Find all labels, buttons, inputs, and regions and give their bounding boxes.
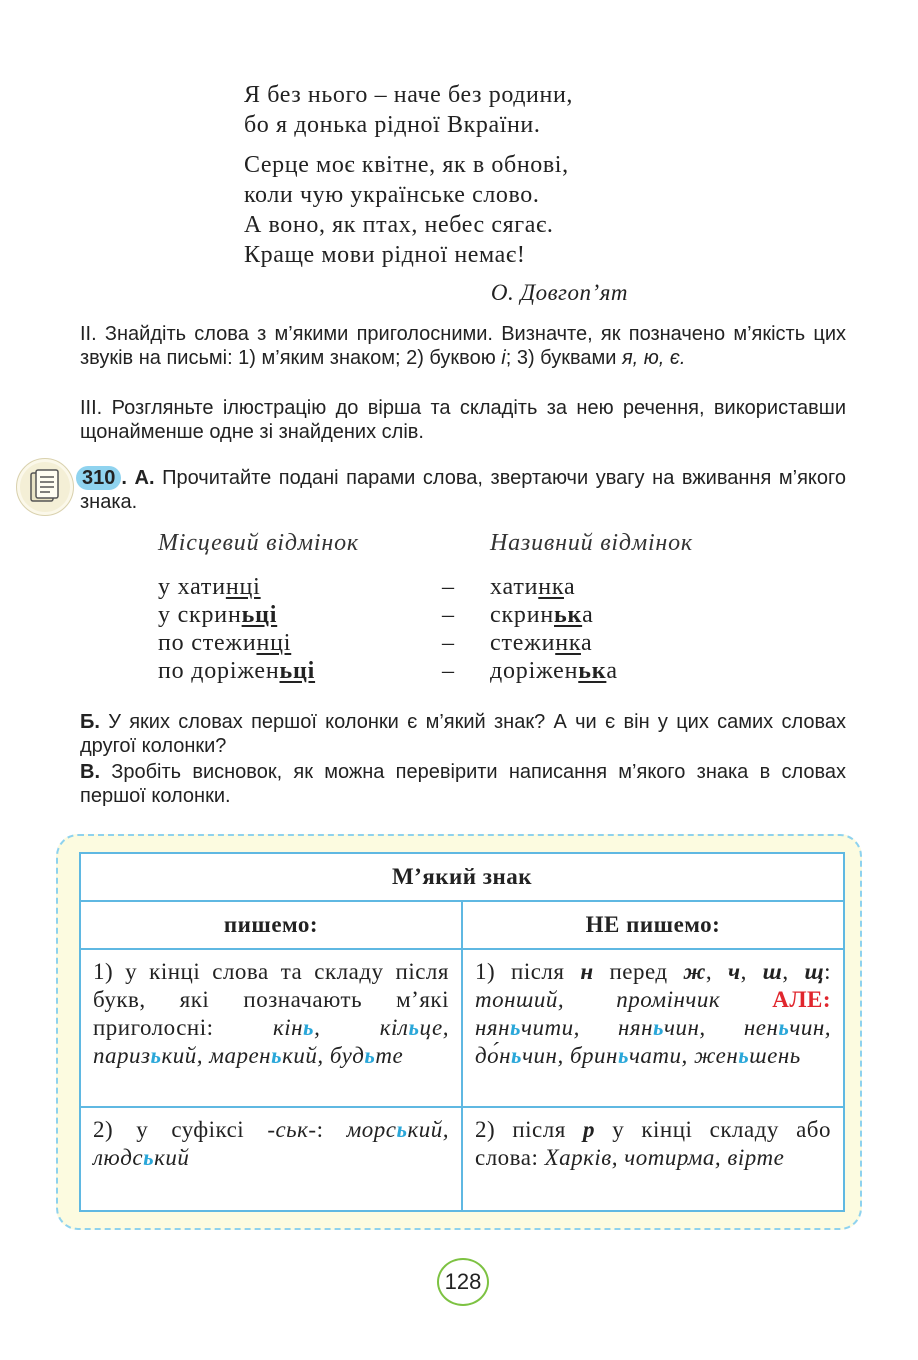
- word-highlight: нці: [225, 574, 261, 600]
- soft-sign: ь: [150, 1043, 162, 1068]
- example-part: чити,: [521, 1015, 580, 1040]
- soft-sign: ь: [303, 1015, 315, 1040]
- example-part: людс: [93, 1145, 144, 1170]
- word-part: хати: [490, 574, 539, 600]
- rule-letter: ж: [683, 959, 706, 984]
- soft-sign: ь: [396, 1117, 408, 1142]
- poem-line: коли чую українське слово.: [244, 182, 540, 208]
- rule-suffix: -ськ-: [267, 1117, 317, 1142]
- example-part: буд: [329, 1043, 365, 1068]
- example-part: кіл: [379, 1015, 409, 1040]
- column-header-nominative: Називний відмінок: [490, 530, 693, 556]
- example-part: брин: [569, 1043, 618, 1068]
- pair-dash: –: [442, 658, 455, 684]
- word-pairs-header: [158, 530, 858, 574]
- example-part: кий: [154, 1145, 190, 1170]
- task-part-c-text: Зробіть висновок, як можна перевірити написання м’якого знака в словах першої колонки.: [80, 761, 846, 807]
- rule-text: 1) після: [475, 959, 565, 984]
- word-highlight: ьк: [554, 602, 583, 628]
- pair-dash: –: [442, 630, 455, 656]
- word-highlight: ьці: [279, 658, 316, 684]
- poem-line: бо я донька рідної Вкраїни.: [244, 112, 541, 138]
- word-pair: [158, 630, 858, 658]
- example-part: кий,: [407, 1117, 449, 1142]
- rule-col-write: пишемо:: [80, 901, 462, 949]
- task-part-a-text: Прочитайте подані парами слова, звертаючи увагу на вживання м’якого знака.: [80, 467, 846, 513]
- example-part: нян: [475, 1015, 511, 1040]
- example-part: це,: [419, 1015, 449, 1040]
- example-part: кін: [272, 1015, 304, 1040]
- rule-cell-not-write-2: [462, 1107, 844, 1211]
- example-part: чин,: [522, 1043, 564, 1068]
- rule-text: перед: [609, 959, 668, 984]
- word-part: а: [582, 602, 594, 628]
- soft-sign: ь: [143, 1145, 155, 1170]
- soft-sign: ь: [653, 1015, 665, 1040]
- example-part: чати,: [628, 1043, 688, 1068]
- word-part: по стежи: [158, 630, 257, 656]
- task-310-c: [80, 760, 846, 808]
- task-ii-label: II.: [80, 323, 97, 345]
- word-highlight: ьці: [241, 602, 278, 628]
- task-ii-text: Знайдіть слова з м’якими приголосними. Визначте, як позначено м’якість цих звуків на письмі: 1) м’яким знаком; 2) буквою: [80, 323, 846, 369]
- task-ii-letter: і: [501, 347, 506, 369]
- task-ii-letters: я, ю, є.: [621, 347, 686, 369]
- task-310-b: [80, 710, 846, 758]
- poem-stanza-1: [244, 80, 664, 140]
- rule-text: 1) у кінці слова та складу після букв, які позначають м’які приголосні:: [93, 959, 449, 1040]
- rule-examples: Харків, чотирма, вірте: [544, 1145, 785, 1170]
- soft-sign-rule-table: [79, 852, 845, 1212]
- soft-sign: ь: [778, 1015, 790, 1040]
- soft-sign: ь: [511, 1043, 523, 1068]
- word-part: а: [606, 658, 618, 684]
- example-part: чин,: [789, 1015, 832, 1040]
- task-iii: [80, 396, 846, 444]
- example-part: кий,: [161, 1043, 204, 1068]
- word-highlight: нці: [256, 630, 292, 656]
- rule-letter: р: [583, 1117, 595, 1142]
- example-part: до́н: [475, 1043, 512, 1068]
- task-part-b-text: У яких словах першої колонки є м’який знак? А чи є він у цих самих словах другої колонки?: [80, 711, 846, 757]
- example-part: морс: [346, 1117, 397, 1142]
- word-part: у хати: [158, 574, 226, 600]
- reading-task-icon: [16, 458, 74, 516]
- example-part: чин,: [664, 1015, 706, 1040]
- rule-letter: ш: [762, 959, 783, 984]
- word-pair: [158, 574, 858, 602]
- rule-letter: ч: [727, 959, 741, 984]
- word-part: скрин: [490, 602, 554, 628]
- task-iii-label: III.: [80, 397, 103, 419]
- soft-sign: ь: [271, 1043, 283, 1068]
- pair-dash: –: [442, 574, 455, 600]
- word-pair: [158, 602, 858, 630]
- rule-letter: щ: [804, 959, 825, 984]
- example-part: париз: [93, 1043, 151, 1068]
- rule-cell-not-write-1: 1) після н перед ж, ч, ш, щ: тонший, промінчик АЛЕ: няньчити, няньчин, неньчин, до́ньчин, бриньчати, женьшень: [462, 949, 844, 1107]
- soft-sign: ь: [510, 1015, 522, 1040]
- poem-line: А воно, як птах, небес сягає.: [244, 212, 554, 238]
- word-part: а: [580, 630, 593, 656]
- rule-text: 2) у суфіксі: [93, 1117, 245, 1142]
- task-part-a-label: . А.: [121, 467, 155, 489]
- task-ii: [80, 322, 846, 370]
- example-part: кий,: [282, 1043, 324, 1068]
- word-highlight: нк: [538, 574, 564, 600]
- rule-col-not-write: НЕ пишемо:: [462, 901, 844, 949]
- soft-sign: ь: [408, 1015, 420, 1040]
- rule-exceptions: [475, 1015, 831, 1068]
- poem-line: Я без нього – наче без родини,: [244, 82, 573, 108]
- soft-sign: ь: [364, 1043, 376, 1068]
- word-highlight: нк: [555, 630, 581, 656]
- word-part: по доріжен: [158, 658, 280, 684]
- pair-dash: –: [442, 602, 455, 628]
- word-highlight: ьк: [578, 658, 607, 684]
- rule-cell-write-2: 2) у суфіксі -ськ-: морський, людський: [80, 1107, 462, 1211]
- soft-sign: ь: [617, 1043, 629, 1068]
- rule-cell-write-1: [80, 949, 462, 1107]
- soft-sign: ь: [738, 1043, 750, 1068]
- word-pairs: [158, 530, 858, 686]
- task-part-b-label: Б.: [80, 711, 100, 733]
- word-part: стежи: [490, 630, 556, 656]
- example-part: шень: [749, 1043, 801, 1068]
- example-part: нян: [618, 1015, 654, 1040]
- rule-text: 2) після: [475, 1117, 566, 1142]
- rule-exception-label: АЛЕ:: [772, 987, 831, 1012]
- poem-line: Серце моє квітне, як в обнові,: [244, 152, 569, 178]
- poem-line: Краще мови рідної немає!: [244, 242, 526, 268]
- example-part: нен: [743, 1015, 779, 1040]
- column-header-locative: Місцевий відмінок: [158, 530, 359, 556]
- rule-examples: тонший, промінчик: [475, 987, 721, 1012]
- rule-table-title: М’який знак: [80, 853, 844, 901]
- example-part: ,: [314, 1015, 321, 1040]
- example-part: жен: [694, 1043, 739, 1068]
- poem-stanza-2: [244, 150, 664, 270]
- task-310-a: [80, 466, 846, 514]
- task-iii-text: Розгляньте ілюстрацію до вірша та складіть за нею речення, використавши щонайменше одне зі знайдених слів.: [80, 397, 846, 443]
- poem-author: О. Довгоп’ят: [490, 280, 628, 305]
- rule-letter: н: [580, 959, 594, 984]
- task-part-c-label: В.: [80, 761, 100, 783]
- task-number: 310: [76, 466, 121, 490]
- word-part: у скрин: [158, 602, 242, 628]
- rule-text: у кінці складу або слова:: [475, 1117, 831, 1170]
- task-ii-text2: ; 3) буквами: [505, 347, 622, 369]
- word-part: а: [564, 574, 576, 600]
- poem: [244, 80, 664, 306]
- example-part: марен: [209, 1043, 272, 1068]
- example-part: те: [375, 1043, 404, 1068]
- word-pair: [158, 658, 858, 686]
- page-number: 128: [437, 1258, 489, 1306]
- word-part: доріжен: [490, 658, 579, 684]
